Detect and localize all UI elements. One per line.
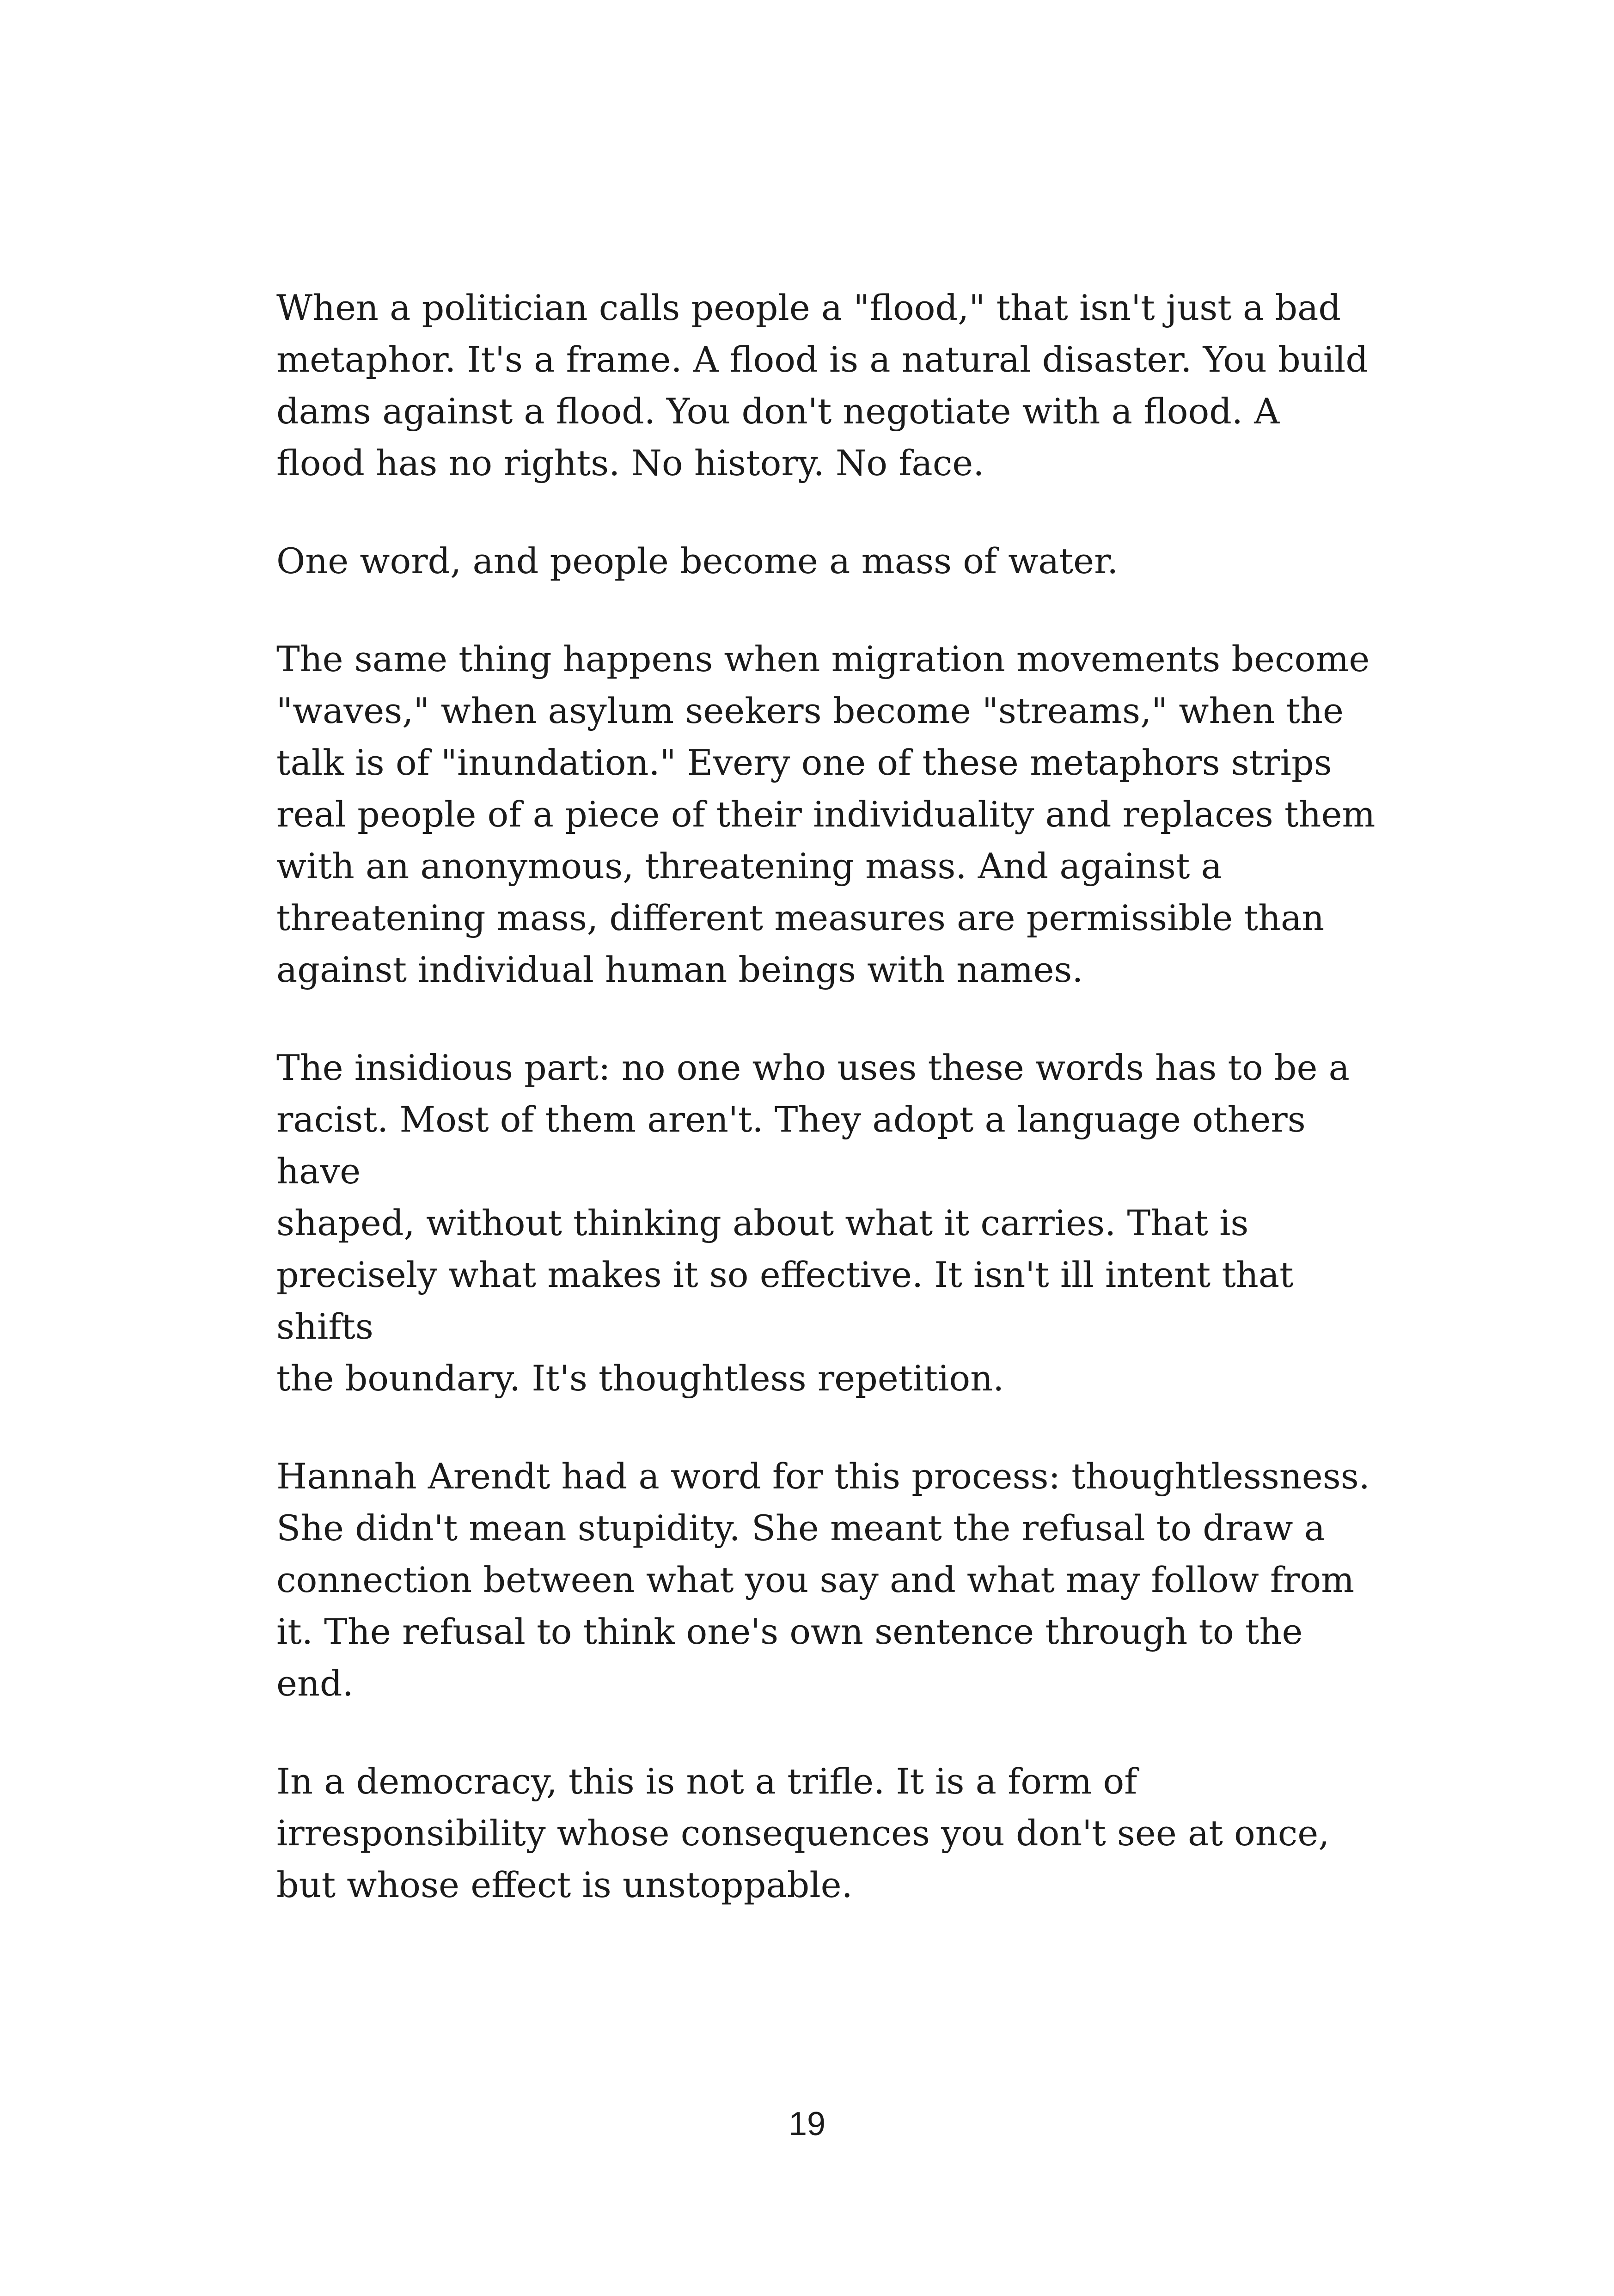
paragraph-2: One word, and people become a mass of water. — [276, 540, 1119, 582]
paragraph-4: The insidious part: no one who uses these words has to be a racist. Most of them aren't. They adopt a language others have shaped, without thinking about what it carries. That is precisely what makes it so effective. It isn't ill intent that shifts the boundary. It's thoughtless repetition. — [276, 1047, 1350, 1399]
paragraph-1: When a politician calls people a "flood," that isn't just a bad metaphor. It's a frame. A flood is a natural disaster. You build dams against a flood. You don't negotiate with a flood. A flood has no rights. No history. No face. — [276, 287, 1368, 484]
page-number: 19 — [788, 2106, 826, 2143]
body-text — [276, 282, 1386, 1957]
paragraph-3: The same thing happens when migration movements become "waves," when asylum seekers become "streams," when the talk is of "inundation." Every one of these metaphors strips real people of a piece of their individuality and replaces them with an anonymous, threatening mass. And against a threatening mass, different measures are permissible than against individual human beings with names. — [276, 638, 1376, 990]
paragraph-6: In a democracy, this is not a trifle. It is a form of irresponsibility whose consequences you don't see at once, but whose effect is unstoppable. — [276, 1761, 1330, 1905]
paragraph-5: Hannah Arendt had a word for this process: thoughtlessness. She didn't mean stupidity. She meant the refusal to draw a connection between what you say and what may follow from it. The refusal to think one's own sentence through to the end. — [276, 1456, 1370, 1704]
